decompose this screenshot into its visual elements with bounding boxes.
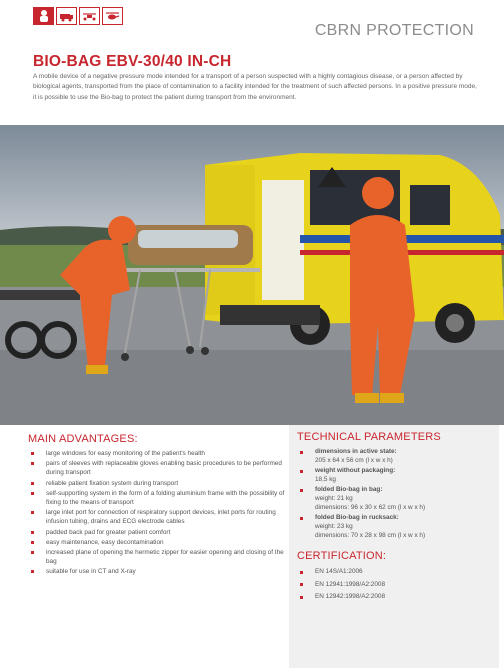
category-label: CBRN PROTECTION — [314, 22, 474, 39]
tech-label: dimensions in active state: — [315, 448, 397, 455]
tech-value: dimensions: 96 x 30 x 62 cm (l x w x h) — [315, 503, 426, 511]
tech-value: 18,5 kg — [315, 475, 336, 483]
list-item: large inlet port for connection of respiratory support devices, inlet ports for routing infusion tubing, drains and ECG electrode cables — [28, 508, 286, 526]
main-advantages-section — [28, 433, 286, 578]
advantages-list — [28, 449, 286, 577]
technical-list — [297, 448, 499, 540]
technical-parameters-heading: TECHNICAL PARAMETERS — [297, 431, 441, 443]
tech-value: weight: 21 kg — [315, 494, 353, 502]
list-item: EN 12942:1998/A2:2008 — [297, 591, 499, 604]
tech-value: 205 x 64 x 56 cm (l x w x h) — [315, 456, 393, 464]
tech-item — [297, 467, 499, 485]
product-photo — [0, 125, 504, 425]
hazmat-suit-icon — [33, 7, 54, 25]
list-item: suitable for use in CT and X-ray — [28, 567, 286, 576]
list-item: reliable patient fixation system during transport — [28, 479, 286, 488]
helicopter-icon — [102, 7, 123, 25]
tech-label: weight without packaging: — [315, 467, 396, 475]
list-item: pairs of sleeves with replaceable gloves enabling basic procedures to be performed during transport — [28, 459, 286, 477]
list-item: large windows for easy monitoring of the patient's health — [28, 449, 286, 458]
header-icons — [33, 7, 123, 25]
list-item: EN 14S/A1:2006 — [297, 566, 499, 579]
tech-label: folded Bio-bag in bag: — [315, 486, 383, 494]
certification-list — [297, 566, 499, 604]
intro-paragraph: A mobile device of a negative pressure mode intended for a transport of a person suspected with a highly contagious disease, or a person affected by biological agents, transported from the place of contamination to a facility intended for the treatment of such affected persons. In a positive pressure mode, it is possible to use the Bio-bag to protect the patient during transport from the environment. — [33, 73, 477, 101]
list-item: easy maintenance, easy decontamination — [28, 538, 286, 547]
list-item: EN 12941:1998/A2:2008 — [297, 579, 499, 592]
tech-value: dimensions: 70 x 28 x 98 cm (l x w x h) — [315, 531, 426, 539]
tech-value: weight: 23 kg — [315, 522, 353, 530]
list-item: increased plane of opening the hermetic zipper for easier opening and closing of the bag — [28, 548, 286, 566]
tech-label: folded Bio-bag in rucksack: — [315, 514, 399, 522]
tech-item — [297, 448, 499, 466]
specs-panel — [289, 425, 499, 668]
tech-item — [297, 514, 499, 540]
certification-heading: CERTIFICATION: — [297, 550, 387, 563]
drone-icon — [79, 7, 100, 25]
list-item: self-supporting system in the form of a folding aluminium frame with the possibility of fixing to the means of transport — [28, 489, 286, 507]
vehicle-icon — [56, 7, 77, 25]
main-advantages-heading: MAIN ADVANTAGES: — [28, 433, 138, 445]
list-item: padded back pad for greater patient comfort — [28, 528, 286, 537]
product-title: BIO-BAG EBV-30/40 IN-CH — [33, 53, 232, 70]
tech-item — [297, 486, 499, 512]
